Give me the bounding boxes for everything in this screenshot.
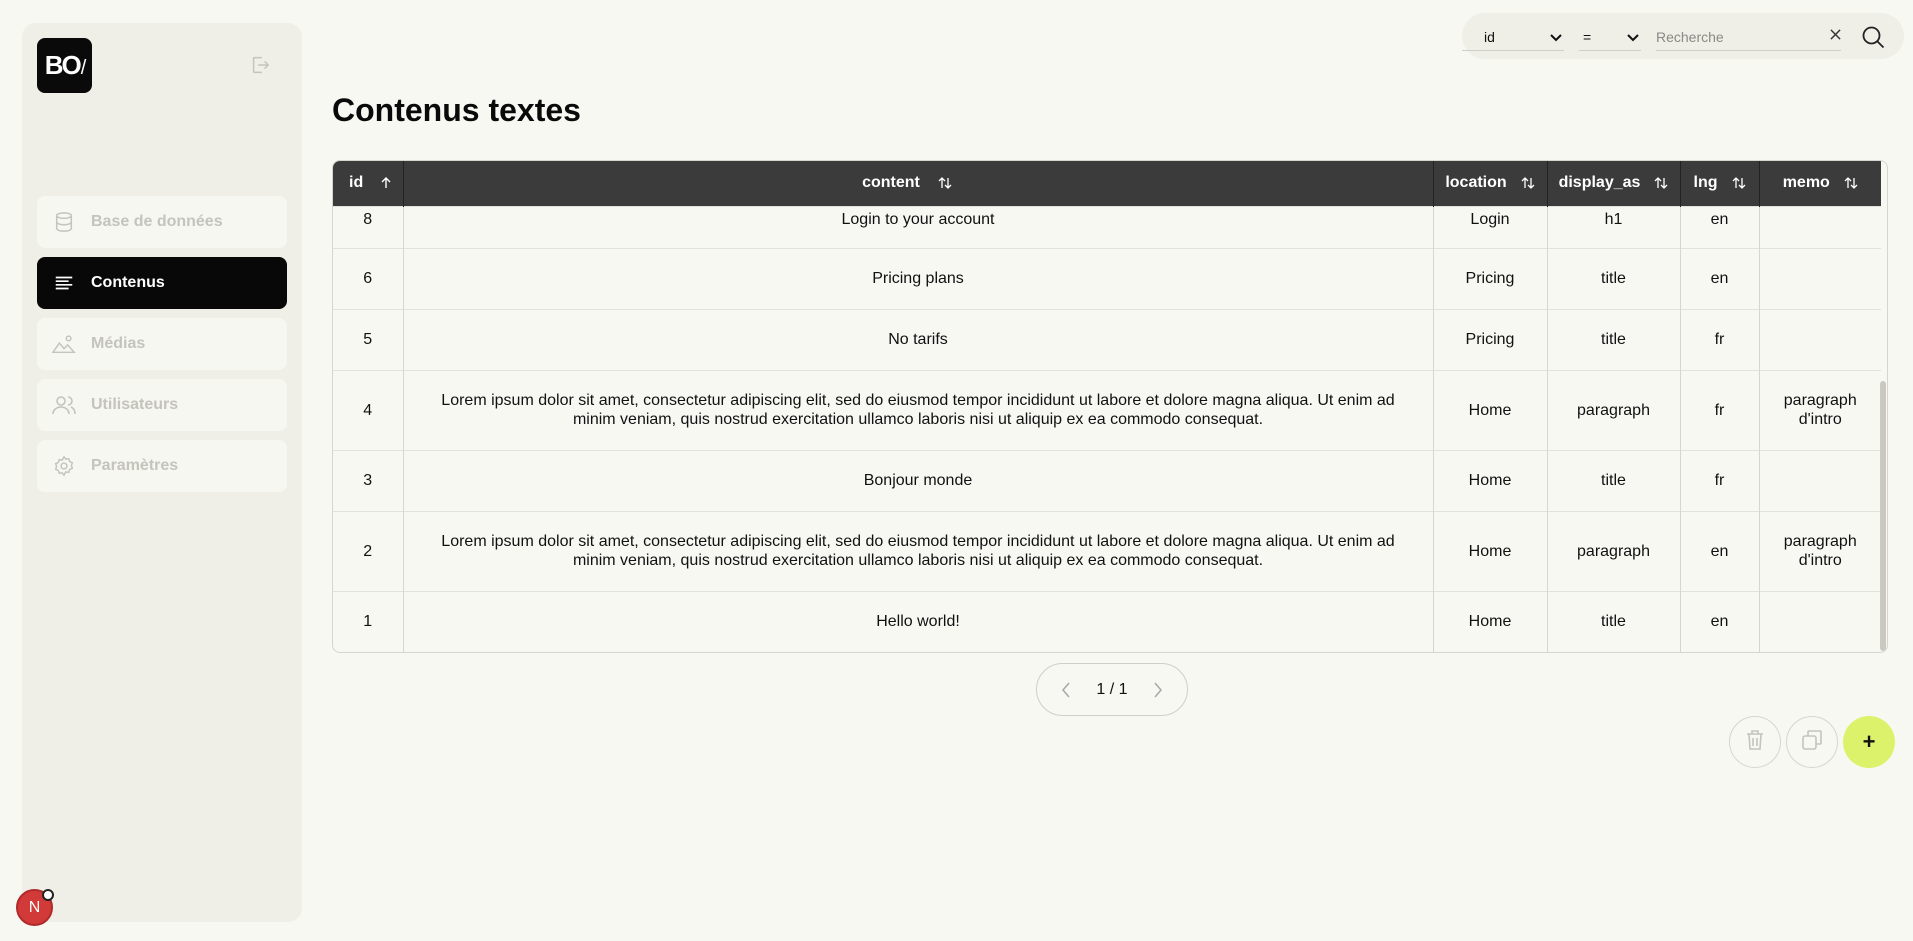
cell-id: 2 bbox=[333, 511, 403, 591]
cell-memo bbox=[1759, 248, 1881, 309]
chevron-down-icon bbox=[1627, 29, 1639, 45]
cell-content: Lorem ipsum dolor sit amet, consectetur adipiscing elit, sed do eiusmod tempor incididunt ut labore et dolore magna aliqua. Ut enim ad minim veniam, quis nostrud exercitation ullamco laboris nisi ut aliquip ex ea commodo consequat. bbox=[403, 370, 1433, 450]
column-header-content[interactable]: content bbox=[403, 161, 1433, 206]
cell-display-as: h1 bbox=[1547, 206, 1680, 248]
table-row[interactable] bbox=[333, 206, 1881, 248]
cell-lng: en bbox=[1680, 206, 1759, 248]
cell-location: Login bbox=[1433, 206, 1547, 248]
cell-lng: fr bbox=[1680, 309, 1759, 370]
column-header-id[interactable]: id bbox=[333, 161, 403, 206]
image-icon bbox=[52, 332, 76, 356]
cell-content: Lorem ipsum dolor sit amet, consectetur adipiscing elit, sed do eiusmod tempor incididunt ut labore et dolore magna aliqua. Ut enim ad minim veniam, quis nostrud exercitation ullamco laboris nisi ut aliquip ex ea commodo consequat. bbox=[403, 511, 1433, 591]
cell-display-as: title bbox=[1547, 591, 1680, 652]
table-row[interactable] bbox=[333, 450, 1881, 511]
contents-table bbox=[332, 160, 1888, 653]
cell-lng: en bbox=[1680, 248, 1759, 309]
column-header-location[interactable]: location bbox=[1433, 161, 1547, 206]
table-header-row bbox=[333, 161, 1881, 206]
scrollbar-thumb[interactable] bbox=[1880, 381, 1886, 651]
field-select[interactable] bbox=[1462, 23, 1564, 51]
app-logo[interactable] bbox=[37, 38, 92, 93]
cell-display-as: paragraph bbox=[1547, 370, 1680, 450]
close-icon[interactable] bbox=[1827, 26, 1843, 42]
plus-icon: + bbox=[1862, 729, 1876, 754]
sort-icon[interactable] bbox=[1521, 176, 1535, 190]
operator-select[interactable] bbox=[1579, 23, 1641, 51]
operator-select-value: = bbox=[1583, 28, 1592, 45]
duplicate-button[interactable] bbox=[1786, 716, 1838, 768]
cell-content: Login to your account bbox=[403, 206, 1433, 248]
chevron-down-icon bbox=[1550, 29, 1562, 45]
trash-icon bbox=[1745, 729, 1765, 756]
cell-memo: paragraph d'intro bbox=[1759, 511, 1881, 591]
sort-icon[interactable] bbox=[938, 176, 952, 190]
cell-location: Home bbox=[1433, 511, 1547, 591]
cell-location: Home bbox=[1433, 591, 1547, 652]
cell-id: 4 bbox=[333, 370, 403, 450]
cell-id: 8 bbox=[333, 206, 403, 248]
pagination bbox=[1036, 663, 1188, 716]
cell-lng: en bbox=[1680, 591, 1759, 652]
cell-id: 5 bbox=[333, 309, 403, 370]
sort-icon[interactable] bbox=[1732, 176, 1746, 190]
sidebar-item-label: Contenus bbox=[91, 274, 165, 291]
column-header-memo[interactable]: memo bbox=[1759, 161, 1881, 206]
users-icon bbox=[52, 393, 76, 417]
sidebar-item-label: Base de données bbox=[91, 213, 223, 230]
search-input[interactable] bbox=[1656, 23, 1841, 51]
copy-icon bbox=[1801, 729, 1823, 756]
sidebar-item-base-de-donnees[interactable] bbox=[37, 196, 287, 248]
cell-lng: fr bbox=[1680, 450, 1759, 511]
table-row[interactable] bbox=[333, 511, 1881, 591]
notification-dot bbox=[42, 889, 54, 901]
cell-lng: fr bbox=[1680, 370, 1759, 450]
search-bar bbox=[1462, 13, 1904, 59]
sidebar-item-label: Paramètres bbox=[91, 457, 179, 474]
cell-memo: paragraph d'intro bbox=[1759, 370, 1881, 450]
logo-slash: / bbox=[80, 57, 85, 79]
cell-id: 3 bbox=[333, 450, 403, 511]
column-header-lng[interactable]: lng bbox=[1680, 161, 1759, 206]
text-lines-icon bbox=[52, 271, 76, 295]
cell-memo bbox=[1759, 206, 1881, 248]
sidebar-item-parametres[interactable] bbox=[37, 440, 287, 492]
table-row[interactable] bbox=[333, 309, 1881, 370]
cell-content: Hello world! bbox=[403, 591, 1433, 652]
sort-icon[interactable] bbox=[1844, 176, 1858, 190]
sidebar-item-utilisateurs[interactable] bbox=[37, 379, 287, 431]
cell-location: Pricing bbox=[1433, 309, 1547, 370]
gear-icon bbox=[52, 454, 76, 478]
user-avatar[interactable] bbox=[16, 889, 53, 926]
cell-content: No tarifs bbox=[403, 309, 1433, 370]
column-header-display-as[interactable]: display_as bbox=[1547, 161, 1680, 206]
avatar-initial: N bbox=[28, 898, 41, 916]
cell-content: Bonjour monde bbox=[403, 450, 1433, 511]
search-icon[interactable] bbox=[1860, 24, 1886, 50]
sort-ascending-icon[interactable] bbox=[381, 177, 391, 189]
page-title: Contenus textes bbox=[332, 92, 581, 128]
cell-display-as: title bbox=[1547, 248, 1680, 309]
cell-location: Home bbox=[1433, 450, 1547, 511]
sidebar-item-label: Médias bbox=[91, 335, 146, 352]
database-icon bbox=[52, 210, 76, 234]
cell-location: Home bbox=[1433, 370, 1547, 450]
table-scrollbar[interactable] bbox=[1879, 206, 1887, 653]
cell-location: Pricing bbox=[1433, 248, 1547, 309]
cell-id: 6 bbox=[333, 248, 403, 309]
field-select-value: id bbox=[1484, 28, 1495, 45]
table-row[interactable] bbox=[333, 591, 1881, 652]
cell-id: 1 bbox=[333, 591, 403, 652]
cell-content: Pricing plans bbox=[403, 248, 1433, 309]
cell-display-as: title bbox=[1547, 450, 1680, 511]
table-row[interactable] bbox=[333, 248, 1881, 309]
sidebar bbox=[22, 23, 302, 922]
chevron-right-icon[interactable] bbox=[1153, 682, 1163, 698]
sidebar-item-label: Utilisateurs bbox=[91, 396, 179, 413]
sidebar-item-medias[interactable] bbox=[37, 318, 287, 370]
cell-memo bbox=[1759, 450, 1881, 511]
sidebar-nav bbox=[37, 196, 287, 501]
delete-button[interactable] bbox=[1729, 716, 1781, 768]
cell-display-as: paragraph bbox=[1547, 511, 1680, 591]
sidebar-item-contenus[interactable] bbox=[37, 257, 287, 309]
sort-icon[interactable] bbox=[1654, 176, 1668, 190]
cell-lng: en bbox=[1680, 511, 1759, 591]
add-button[interactable] bbox=[1843, 716, 1895, 768]
cell-memo bbox=[1759, 591, 1881, 652]
chevron-left-icon[interactable] bbox=[1061, 682, 1071, 698]
cell-display-as: title bbox=[1547, 309, 1680, 370]
logout-icon[interactable] bbox=[248, 53, 272, 77]
cell-memo bbox=[1759, 309, 1881, 370]
table-row[interactable] bbox=[333, 370, 1881, 450]
page-indicator: 1 / 1 bbox=[1096, 680, 1128, 698]
logo-text: BO bbox=[44, 50, 80, 80]
